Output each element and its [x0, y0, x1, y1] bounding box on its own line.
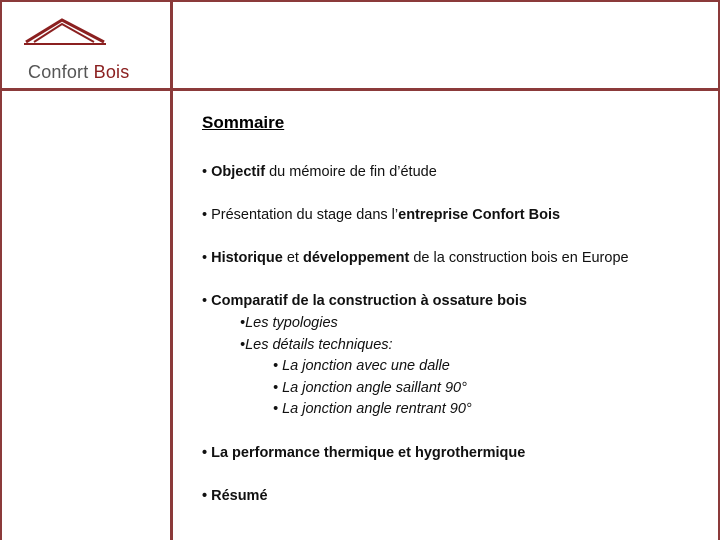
toc-item-comparatif: • Comparatif de la construction à ossature bois	[202, 293, 527, 309]
frame-top-border	[0, 0, 720, 2]
toc-subitem-typologies: •Les typologies	[240, 315, 338, 331]
logo-text-main: Confort	[28, 62, 94, 82]
toc-item-resume: • Résumé	[202, 488, 268, 504]
toc-subsubitem-rentrant: • La jonction angle rentrant 90°	[273, 401, 472, 417]
toc-item-performance: • La performance thermique et hygrothermique	[202, 445, 526, 461]
toc-item-presentation: • Présentation du stage dans l’entreprise Confort Bois	[202, 207, 561, 223]
toc-subsubitem-dalle: • La jonction avec une dalle	[273, 358, 450, 374]
logo-text	[28, 62, 129, 83]
toc-item-historique: • Historique et développement de la construction bois en Europe	[202, 250, 629, 266]
frame-left-border	[0, 0, 2, 540]
frame-divider-vertical	[170, 0, 173, 540]
toc-subsubitem-saillant: • La jonction angle saillant 90°	[273, 380, 467, 396]
frame-divider-horizontal	[0, 88, 720, 91]
toc-subitem-details: •Les détails techniques:	[240, 337, 393, 353]
company-logo	[24, 16, 159, 82]
logo-text-accent: Bois	[93, 62, 130, 82]
toc-item-objectif: • Objectif du mémoire de fin d’étude	[202, 164, 437, 180]
house-roof-icon	[24, 16, 159, 56]
page-title: Sommaire	[202, 113, 285, 132]
